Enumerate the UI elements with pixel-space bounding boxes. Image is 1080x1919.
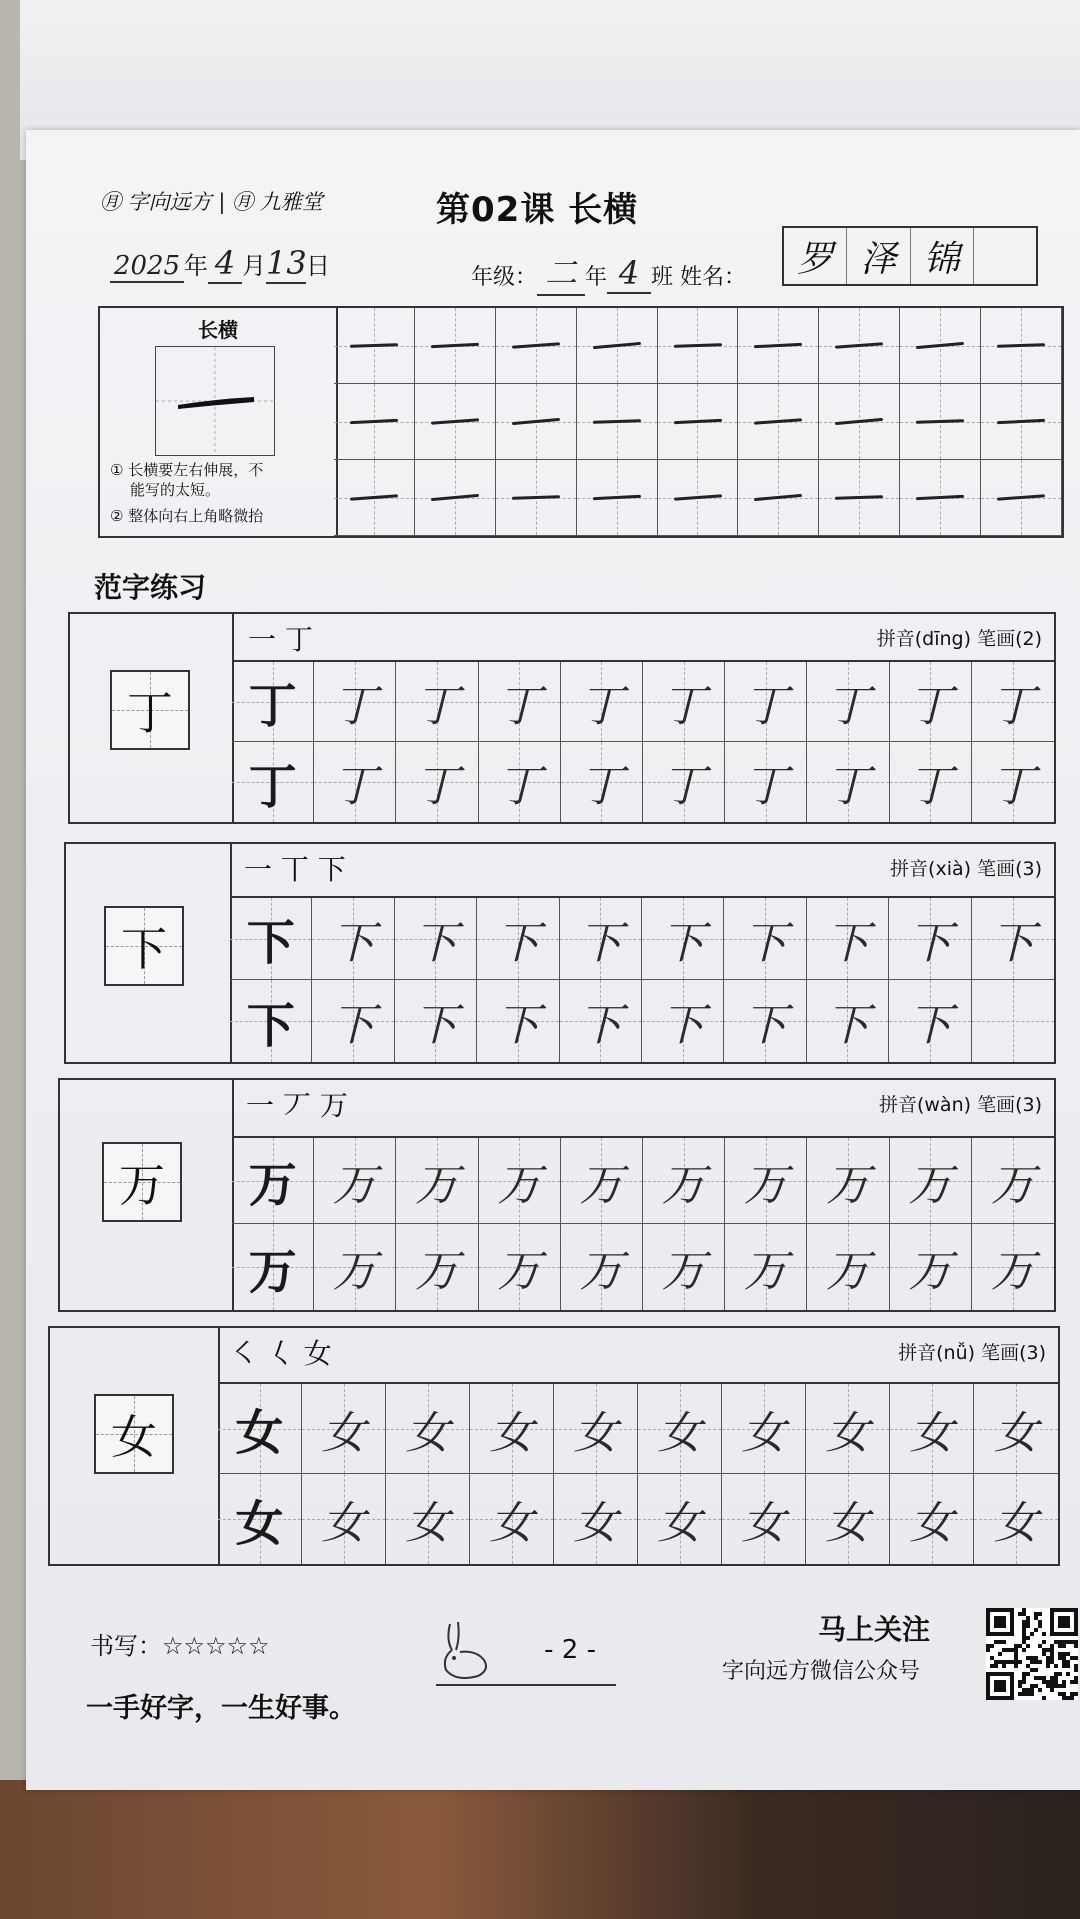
practice-char: 下 bbox=[331, 917, 376, 969]
writing-rating: 书写：☆☆☆☆☆ bbox=[90, 1632, 270, 1660]
handwritten-stroke bbox=[835, 342, 883, 348]
practice-cell bbox=[807, 1138, 889, 1224]
practice-cell bbox=[890, 1474, 974, 1564]
handwritten-stroke bbox=[593, 419, 641, 424]
date-day: 13 bbox=[266, 244, 307, 282]
name-char bbox=[974, 228, 1036, 284]
stroke-practice-cell bbox=[819, 460, 900, 536]
horizontal-stroke-practice-grid bbox=[334, 306, 1064, 538]
practice-char: 万 bbox=[332, 1159, 377, 1211]
motto: 一手好字，一生好事。 bbox=[86, 1693, 356, 1724]
practice-char: 下 bbox=[331, 1000, 376, 1051]
practice-cell bbox=[396, 662, 478, 742]
practice-char: 丁 bbox=[414, 680, 459, 732]
practice-char: 万 bbox=[414, 1159, 459, 1211]
practice-char: 下 bbox=[660, 917, 705, 969]
practice-char: 丁 bbox=[743, 761, 788, 812]
practice-cell bbox=[314, 1224, 396, 1310]
practice-char: 万 bbox=[579, 1159, 624, 1211]
stroke-tip-1: ① 长横要左右伸展，不 bbox=[110, 461, 264, 479]
date-line bbox=[110, 244, 330, 284]
practice-cell bbox=[314, 742, 396, 822]
practice-char: 女 bbox=[489, 1498, 534, 1549]
practice-char: 万 bbox=[332, 1246, 377, 1297]
practice-cell bbox=[302, 1384, 386, 1474]
char-model-panel bbox=[70, 614, 234, 822]
worksheet-page bbox=[26, 130, 1080, 1790]
stroke-practice-cell bbox=[900, 384, 981, 460]
practice-char: 丁 bbox=[579, 761, 624, 812]
practice-cell bbox=[806, 1384, 890, 1474]
practice-cell bbox=[725, 662, 807, 742]
stroke-demo-panel bbox=[98, 306, 338, 538]
handwritten-stroke bbox=[997, 343, 1045, 348]
practice-cell bbox=[807, 742, 889, 822]
practice-char: 丁 bbox=[661, 761, 706, 812]
stroke-practice-cell bbox=[819, 308, 900, 384]
practice-char: 下 bbox=[660, 1000, 705, 1051]
practice-cell bbox=[807, 898, 889, 980]
follow-subtitle: 字向远方微信公众号 bbox=[722, 1659, 921, 1684]
practice-char: 女 bbox=[573, 1498, 618, 1549]
practice-cell bbox=[312, 898, 394, 980]
page-number-text: - 2 - bbox=[544, 1635, 596, 1665]
handwritten-stroke bbox=[754, 418, 802, 424]
name-char: 泽 bbox=[847, 228, 910, 284]
practice-char: 丁 bbox=[332, 761, 377, 812]
char-practice-grid bbox=[230, 896, 1054, 1062]
practice-char: 女 bbox=[741, 1407, 786, 1459]
practice-char: 万 bbox=[248, 1243, 297, 1300]
handwritten-stroke bbox=[431, 343, 479, 349]
practice-cell bbox=[638, 1384, 722, 1474]
char-model-panel bbox=[66, 844, 232, 1062]
practice-cell bbox=[890, 1384, 974, 1474]
pinyin-strokes: 拼音(dīng) 笔画(2) bbox=[876, 628, 1042, 650]
practice-char: 丁 bbox=[990, 680, 1035, 732]
year-label: 年 bbox=[184, 252, 208, 280]
handwritten-stroke bbox=[997, 494, 1045, 500]
practice-char: 下 bbox=[825, 1000, 870, 1051]
practice-char: 女 bbox=[489, 1407, 534, 1459]
practice-cell bbox=[232, 662, 314, 742]
practice-char: 女 bbox=[909, 1498, 954, 1549]
name-char: 罗 bbox=[784, 228, 847, 284]
stroke-practice-cell bbox=[738, 384, 819, 460]
stroke-practice-cell bbox=[577, 384, 658, 460]
practice-cell bbox=[314, 662, 396, 742]
stroke-practice-cell bbox=[658, 460, 739, 536]
stroke-practice-cell bbox=[496, 308, 577, 384]
practice-char: 下 bbox=[907, 917, 952, 969]
practice-cell bbox=[890, 1138, 972, 1224]
practice-cell bbox=[396, 1138, 478, 1224]
practice-cell bbox=[972, 1138, 1054, 1224]
practice-char: 丁 bbox=[825, 680, 870, 732]
practice-char: 丁 bbox=[497, 680, 542, 732]
stroke-order: ㇛ 𡿨 女 bbox=[230, 1337, 332, 1370]
practice-cell bbox=[972, 980, 1054, 1062]
practice-char: 下 bbox=[495, 917, 540, 969]
handwritten-stroke bbox=[350, 494, 398, 500]
section-title: 范字练习 bbox=[94, 571, 207, 604]
stroke-practice-cell bbox=[981, 308, 1062, 384]
name-box bbox=[782, 226, 1038, 286]
practice-char: 丁 bbox=[990, 761, 1035, 812]
model-char: 女 bbox=[94, 1394, 174, 1474]
practice-char: 下 bbox=[907, 1000, 952, 1051]
practice-cell bbox=[724, 980, 806, 1062]
practice-cell bbox=[889, 898, 971, 980]
practice-cell bbox=[386, 1384, 470, 1474]
practice-char: 万 bbox=[908, 1159, 953, 1211]
practice-cell bbox=[725, 1224, 807, 1310]
practice-cell bbox=[396, 1224, 478, 1310]
practice-char: 丁 bbox=[497, 761, 542, 812]
stroke-practice-cell bbox=[981, 460, 1062, 536]
practice-char: 女 bbox=[825, 1498, 870, 1549]
handwritten-stroke bbox=[431, 494, 479, 501]
practice-cell bbox=[230, 898, 312, 980]
handwritten-stroke bbox=[593, 342, 641, 349]
model-char: 丁 bbox=[110, 670, 190, 750]
stroke-practice-cell bbox=[577, 308, 658, 384]
practice-cell bbox=[554, 1384, 638, 1474]
stroke-practice-cell bbox=[496, 384, 577, 460]
table-surface bbox=[0, 1780, 1080, 1919]
practice-cell bbox=[479, 742, 561, 822]
handwritten-stroke bbox=[754, 343, 802, 349]
handwritten-stroke bbox=[835, 495, 883, 500]
handwritten-stroke bbox=[835, 418, 883, 425]
handwritten-stroke bbox=[673, 494, 721, 500]
practice-cell bbox=[302, 1474, 386, 1564]
stroke-practice-cell bbox=[334, 384, 415, 460]
practice-cell bbox=[479, 1138, 561, 1224]
practice-char: 万 bbox=[743, 1159, 788, 1211]
handwritten-stroke bbox=[673, 419, 721, 425]
practice-char: 下 bbox=[495, 1000, 540, 1051]
practice-char: 万 bbox=[497, 1159, 542, 1211]
practice-char: 下 bbox=[578, 917, 623, 969]
stroke-practice-cell bbox=[900, 460, 981, 536]
practice-cell bbox=[974, 1474, 1058, 1564]
model-char: 万 bbox=[102, 1142, 182, 1222]
practice-char: 丁 bbox=[908, 680, 953, 732]
grade-line bbox=[471, 248, 746, 296]
practice-cell bbox=[722, 1474, 806, 1564]
day-label: 日 bbox=[306, 252, 330, 280]
stroke-practice-cell bbox=[981, 384, 1062, 460]
practice-cell bbox=[218, 1384, 302, 1474]
practice-char: 女 bbox=[235, 1405, 284, 1461]
practice-char: 丁 bbox=[825, 761, 870, 812]
month-label: 月 bbox=[242, 252, 266, 280]
stroke-demo-image bbox=[155, 346, 275, 456]
practice-char: 女 bbox=[321, 1498, 366, 1549]
handwritten-stroke bbox=[512, 418, 560, 425]
practice-char: 丁 bbox=[908, 761, 953, 812]
char-block-4 bbox=[48, 1326, 1060, 1566]
practice-cell bbox=[470, 1384, 554, 1474]
practice-cell bbox=[232, 742, 314, 822]
practice-cell bbox=[479, 662, 561, 742]
practice-char: 万 bbox=[661, 1159, 706, 1211]
practice-char: 丁 bbox=[743, 680, 788, 732]
practice-char: 丁 bbox=[579, 680, 624, 732]
name-label: 班 姓名： bbox=[651, 265, 747, 290]
practice-char: 下 bbox=[413, 917, 458, 969]
stroke-practice-cell bbox=[819, 384, 900, 460]
practice-cell bbox=[807, 662, 889, 742]
practice-char: 万 bbox=[414, 1246, 459, 1297]
handwritten-stroke bbox=[673, 343, 721, 348]
practice-cell bbox=[561, 742, 643, 822]
practice-char: 女 bbox=[741, 1498, 786, 1549]
practice-char: 女 bbox=[825, 1407, 870, 1459]
handwritten-stroke bbox=[431, 418, 479, 424]
practice-char: 女 bbox=[994, 1498, 1038, 1549]
name-char: 锦 bbox=[911, 228, 974, 284]
practice-char: 女 bbox=[405, 1498, 450, 1549]
practice-cell bbox=[643, 742, 725, 822]
practice-cell bbox=[807, 980, 889, 1062]
practice-char: 下 bbox=[743, 917, 788, 969]
practice-cell bbox=[470, 1474, 554, 1564]
model-char: 下 bbox=[104, 906, 184, 986]
handwritten-stroke bbox=[916, 342, 964, 349]
rabbit-icon bbox=[436, 1620, 496, 1684]
grade-value: 二 bbox=[537, 248, 585, 296]
stroke-practice-cell bbox=[334, 460, 415, 536]
follow-heading: 马上关注 bbox=[818, 1613, 931, 1646]
date-month: 4 bbox=[208, 244, 242, 284]
practice-char: 女 bbox=[235, 1495, 284, 1552]
practice-cell bbox=[560, 980, 642, 1062]
stroke-demo-title: 长横 bbox=[198, 318, 238, 342]
practice-cell bbox=[386, 1474, 470, 1564]
practice-cell bbox=[561, 662, 643, 742]
handwritten-stroke bbox=[512, 495, 560, 500]
practice-char: 万 bbox=[661, 1246, 706, 1297]
practice-cell bbox=[479, 1224, 561, 1310]
practice-char: 女 bbox=[321, 1407, 366, 1459]
brand-logo: ㊊ 字向远方 | ㊊ 九雅堂 bbox=[100, 190, 323, 214]
stroke-practice-cell bbox=[900, 308, 981, 384]
practice-cell bbox=[232, 1138, 314, 1224]
practice-cell bbox=[972, 662, 1054, 742]
handwritten-stroke bbox=[916, 419, 964, 424]
practice-cell bbox=[232, 1224, 314, 1310]
practice-cell bbox=[638, 1474, 722, 1564]
stroke-order: 一 丁 bbox=[248, 623, 313, 656]
grade-label: 年级： bbox=[471, 265, 538, 290]
handwritten-stroke bbox=[916, 495, 964, 501]
practice-cell bbox=[807, 1224, 889, 1310]
stroke-order: 一 丅 下 bbox=[244, 853, 346, 886]
qr-code-icon bbox=[986, 1608, 1078, 1700]
practice-char: 女 bbox=[573, 1407, 618, 1459]
grade-suffix: 年 bbox=[585, 265, 608, 290]
stroke-practice-cell bbox=[415, 384, 496, 460]
page-title: 第02课 长横 bbox=[436, 190, 639, 230]
practice-cell bbox=[642, 898, 724, 980]
practice-cell bbox=[890, 1224, 972, 1310]
handwritten-stroke bbox=[350, 419, 398, 425]
char-block-1 bbox=[68, 612, 1056, 824]
char-block-2 bbox=[64, 842, 1056, 1064]
practice-cell bbox=[477, 898, 559, 980]
practice-cell bbox=[889, 980, 971, 1062]
practice-cell bbox=[396, 742, 478, 822]
practice-char: 万 bbox=[579, 1246, 624, 1297]
stroke-practice-cell bbox=[577, 460, 658, 536]
practice-cell bbox=[722, 1384, 806, 1474]
practice-char: 女 bbox=[909, 1407, 954, 1459]
practice-char: 下 bbox=[743, 1000, 788, 1051]
char-model-panel bbox=[50, 1328, 220, 1564]
practice-char: 下 bbox=[990, 917, 1035, 969]
practice-cell bbox=[890, 742, 972, 822]
handwritten-stroke bbox=[997, 419, 1045, 425]
stroke-practice-cell bbox=[415, 308, 496, 384]
practice-cell bbox=[725, 1138, 807, 1224]
practice-cell bbox=[890, 662, 972, 742]
practice-char: 万 bbox=[248, 1157, 297, 1213]
practice-char: 下 bbox=[825, 917, 870, 969]
practice-char: 万 bbox=[990, 1159, 1035, 1211]
pinyin-strokes: 拼音(xià) 笔画(3) bbox=[890, 858, 1042, 880]
pinyin-strokes: 拼音(nǚ) 笔画(3) bbox=[898, 1342, 1046, 1364]
date-year: 2025 bbox=[110, 251, 184, 283]
practice-char: 女 bbox=[657, 1407, 702, 1459]
pinyin-strokes: 拼音(wàn) 笔画(3) bbox=[878, 1094, 1042, 1116]
practice-char: 万 bbox=[825, 1246, 870, 1297]
practice-char: 丁 bbox=[661, 680, 706, 732]
char-practice-grid bbox=[232, 660, 1054, 822]
handwritten-stroke bbox=[593, 495, 641, 501]
practice-char: 丁 bbox=[414, 761, 459, 812]
practice-char: 丁 bbox=[332, 680, 377, 732]
practice-char: 万 bbox=[497, 1246, 542, 1297]
practice-char: 丁 bbox=[248, 678, 297, 734]
practice-char: 女 bbox=[657, 1498, 702, 1549]
practice-char: 下 bbox=[578, 1000, 623, 1051]
stroke-practice-cell bbox=[738, 460, 819, 536]
stroke-practice-cell bbox=[496, 460, 577, 536]
practice-cell bbox=[395, 980, 477, 1062]
practice-cell bbox=[312, 980, 394, 1062]
practice-char: 下 bbox=[413, 1000, 458, 1051]
stroke-tip-1b: 能写的太短。 bbox=[130, 481, 221, 499]
practice-cell bbox=[230, 980, 312, 1062]
stroke-practice-cell bbox=[415, 460, 496, 536]
stroke-practice-cell bbox=[334, 308, 415, 384]
practice-cell bbox=[725, 742, 807, 822]
practice-cell bbox=[561, 1138, 643, 1224]
practice-cell bbox=[974, 1384, 1058, 1474]
practice-cell bbox=[972, 742, 1054, 822]
practice-char: 下 bbox=[246, 915, 295, 971]
practice-char: 下 bbox=[246, 997, 295, 1054]
handwritten-stroke bbox=[512, 342, 560, 348]
char-practice-grid bbox=[218, 1382, 1058, 1564]
stroke-practice-cell bbox=[658, 384, 739, 460]
practice-cell bbox=[395, 898, 477, 980]
stroke-order: 一 丆 万 bbox=[246, 1089, 348, 1122]
practice-cell bbox=[972, 1224, 1054, 1310]
char-block-3 bbox=[58, 1078, 1056, 1312]
practice-cell bbox=[642, 980, 724, 1062]
practice-char: 万 bbox=[990, 1246, 1035, 1297]
practice-cell bbox=[314, 1138, 396, 1224]
stroke-practice-cell bbox=[738, 308, 819, 384]
practice-cell bbox=[724, 898, 806, 980]
char-model-panel bbox=[60, 1080, 234, 1310]
char-practice-grid bbox=[232, 1136, 1054, 1310]
stroke-practice-cell bbox=[658, 308, 739, 384]
practice-char: 万 bbox=[743, 1246, 788, 1297]
practice-cell bbox=[972, 898, 1054, 980]
practice-char: 万 bbox=[825, 1159, 870, 1211]
practice-cell bbox=[643, 1224, 725, 1310]
practice-cell bbox=[554, 1474, 638, 1564]
handwritten-stroke bbox=[350, 343, 398, 348]
practice-char: 女 bbox=[405, 1407, 450, 1459]
practice-cell bbox=[643, 1138, 725, 1224]
practice-char: 丁 bbox=[248, 758, 297, 815]
handwritten-stroke bbox=[754, 494, 802, 501]
practice-cell bbox=[477, 980, 559, 1062]
practice-cell bbox=[561, 1224, 643, 1310]
practice-char: 女 bbox=[994, 1407, 1038, 1459]
practice-cell bbox=[218, 1474, 302, 1564]
page-number bbox=[436, 1616, 616, 1686]
practice-char: 万 bbox=[908, 1246, 953, 1297]
practice-cell bbox=[806, 1474, 890, 1564]
stroke-tip-2: ② 整体向右上角略微抬 bbox=[110, 507, 264, 525]
class-value: 4 bbox=[607, 254, 651, 294]
practice-cell bbox=[560, 898, 642, 980]
practice-cell bbox=[643, 662, 725, 742]
